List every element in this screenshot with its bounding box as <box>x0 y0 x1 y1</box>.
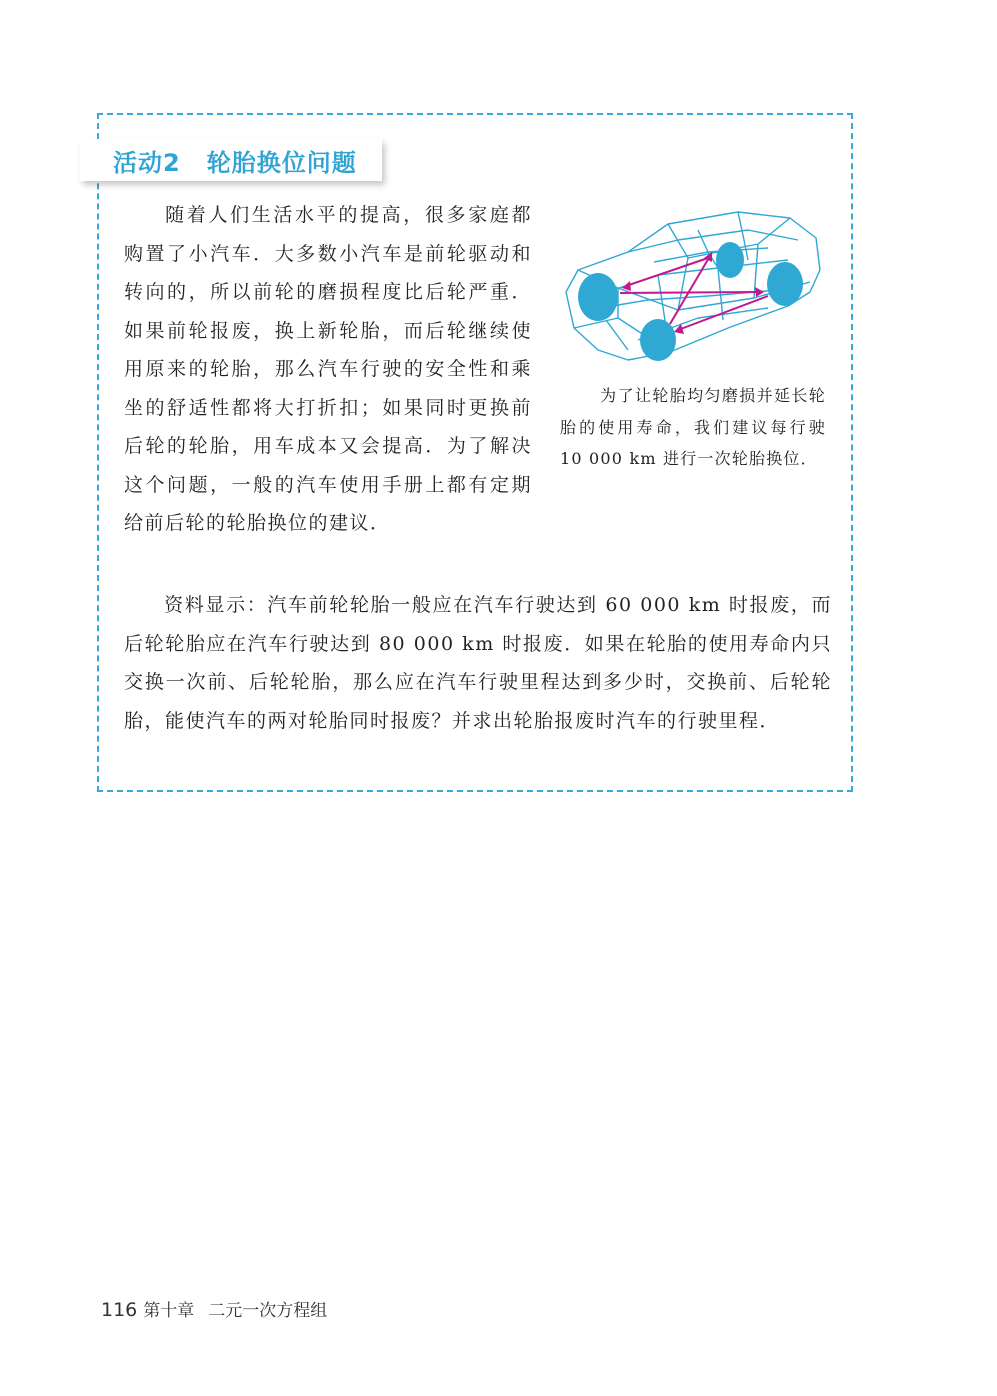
rotation-arrow-front-right-to-rear-left <box>670 256 710 324</box>
figure-caption-text: 为了让轮胎均匀磨损并延长轮胎的使用寿命，我们建议每行驶 10 000 km 进行一次轮胎换位． <box>560 386 826 468</box>
intro-paragraph-text: 随着人们生活水平的提高，很多家庭都购置了小汽车．大多数小汽车是前轮驱动和转向的，所以前轮的磨损程度比后轮严重．如果前轮报废，换上新轮胎，而后轮继续使用原来的轮胎，那么汽车行驶的安全性和乘坐的舒适性都将大打折扣；如果同时更换前后轮的轮胎，用车成本又会提高．为了解决这个问题，一般的汽车使用手册上都有定期给前后轮的轮胎换位的建议． <box>124 204 532 534</box>
page-footer <box>101 1296 327 1321</box>
rear-left-wheel <box>716 242 744 278</box>
rear-right-wheel <box>767 262 803 306</box>
chapter-title: 二元一次方程组 <box>208 1301 328 1321</box>
chapter-number: 第十章 <box>143 1301 195 1321</box>
activity-label: 活动2 <box>113 148 181 177</box>
car-wireframe-illustration <box>558 200 830 370</box>
front-left-wheel <box>578 273 618 321</box>
rotation-arrow-rear-right-to-front-right <box>678 296 768 330</box>
data-paragraph-text: 资料显示：汽车前轮轮胎一般应在汽车行驶达到 60 000 km 时报废，而后轮轮胎应在汽车行驶达到 80 000 km 时报废．如果在轮胎的使用寿命内只交换一次前、后轮轮胎，那么应在汽车行驶里程达到多少时，交换前、后轮轮胎，能使汽车的两对轮胎同时报废？并求出轮胎报废时汽车的行驶里程． <box>124 594 832 732</box>
intro-paragraph <box>124 196 532 543</box>
front-right-wheel <box>640 319 676 361</box>
activity-title <box>80 139 382 181</box>
page-number: 116 <box>101 1299 138 1321</box>
rotation-arrow-front-left-to-rear-right <box>620 292 760 293</box>
data-paragraph <box>124 586 832 740</box>
figure-caption <box>560 380 826 475</box>
activity-title-text: 轮胎换位问题 <box>206 148 357 177</box>
